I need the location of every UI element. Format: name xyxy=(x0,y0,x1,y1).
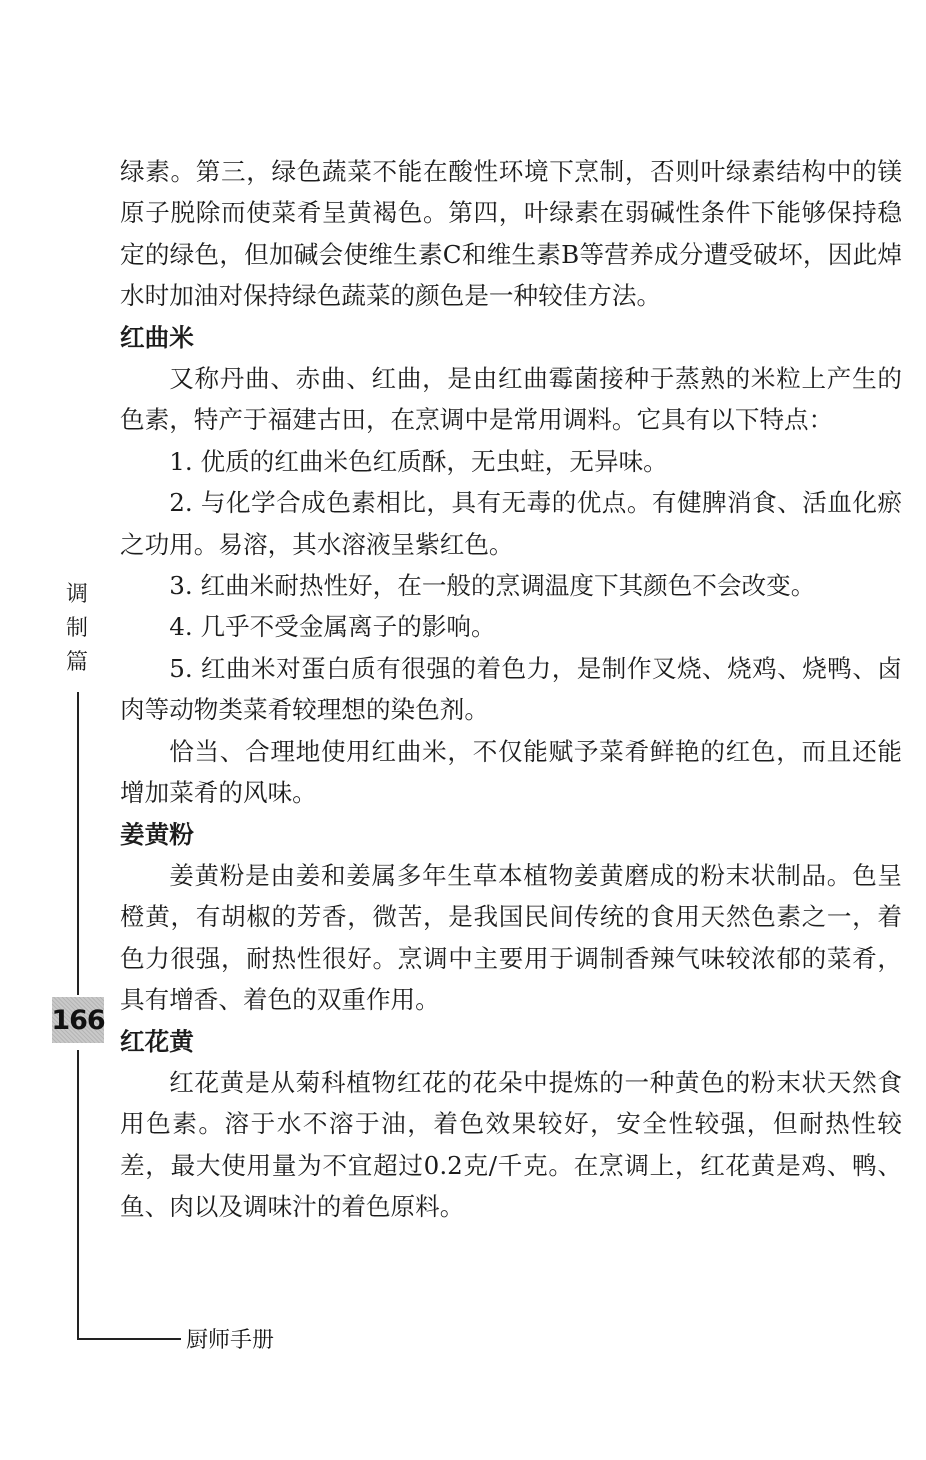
list-item: 5. 红曲米对蛋白质有很强的着色力，是制作叉烧、烧鸡、烧鸭、卤肉等动物类菜肴较理想的染色剂。 xyxy=(120,653,902,725)
side-label-char: 调 xyxy=(65,582,88,607)
paragraph: 又称丹曲、赤曲、红曲，是由红曲霉菌接种于蒸熟的米粒上产生的色素，特产于福建古田，在烹调中是常用调料。它具有以下特点： xyxy=(120,364,902,435)
side-label-char: 制 xyxy=(65,616,88,641)
body-text xyxy=(120,151,902,1228)
section-heading: 红曲米 xyxy=(120,322,194,352)
paragraph: 姜黄粉是由姜和姜属多年生草本植物姜黄磨成的粉末状制品。色呈橙黄，有胡椒的芳香，微苦，是我国民间传统的食用天然色素之一，着色力很强，耐热性很好。烹调中主要用于调制香辣气味较浓郁的菜肴，具有增香、着色的双重作用。 xyxy=(120,860,902,1015)
side-label-char: 篇 xyxy=(65,650,88,675)
margin-rule-lower xyxy=(77,1050,79,1340)
margin-rule-upper xyxy=(77,692,79,995)
paragraph: 绿素。第三，绿色蔬菜不能在酸性环境下烹制，否则叶绿素结构中的镁原子脱除而使菜肴呈黄褐色。第四，叶绿素在弱碱性条件下能够保持稳定的绿色，但加碱会使维生素C和维生素B等营养成分遭受破坏，因此焯水时加油对保持绿色蔬菜的颜色是一种较佳方法。 xyxy=(120,157,902,311)
list-item: 3. 红曲米耐热性好，在一般的烹调温度下其颜色不会改变。 xyxy=(169,571,816,601)
footer-rule xyxy=(77,1338,181,1340)
paragraph: 恰当、合理地使用红曲米，不仅能赋予菜肴鲜艳的红色，而且还能增加菜肴的风味。 xyxy=(120,736,902,808)
list-item: 4. 几乎不受金属离子的影响。 xyxy=(169,612,496,642)
section-side-label xyxy=(60,578,94,680)
page-number: 166 xyxy=(51,1004,105,1036)
paragraph: 红花黄是从菊科植物红花的花朵中提炼的一种黄色的粉末状天然食用色素。溶于水不溶于油，着色效果较好，安全性较强，但耐热性较差，最大使用量为不宜超过0.2克/千克。在烹调上，红花黄是鸡、鸭、鱼、肉以及调味汁的着色原料。 xyxy=(120,1067,902,1222)
section-heading: 红花黄 xyxy=(120,1026,194,1056)
list-item: 1. 优质的红曲米色红质酥，无虫蛀，无异味。 xyxy=(169,446,668,476)
page-number-badge xyxy=(52,997,104,1043)
book-title-footer: 厨师手册 xyxy=(186,1328,275,1353)
section-heading: 姜黄粉 xyxy=(120,819,194,849)
list-item: 2. 与化学合成色素相比，具有无毒的优点。有健脾消食、活血化瘀之功用。易溶，其水溶液呈紫红色。 xyxy=(120,488,902,559)
